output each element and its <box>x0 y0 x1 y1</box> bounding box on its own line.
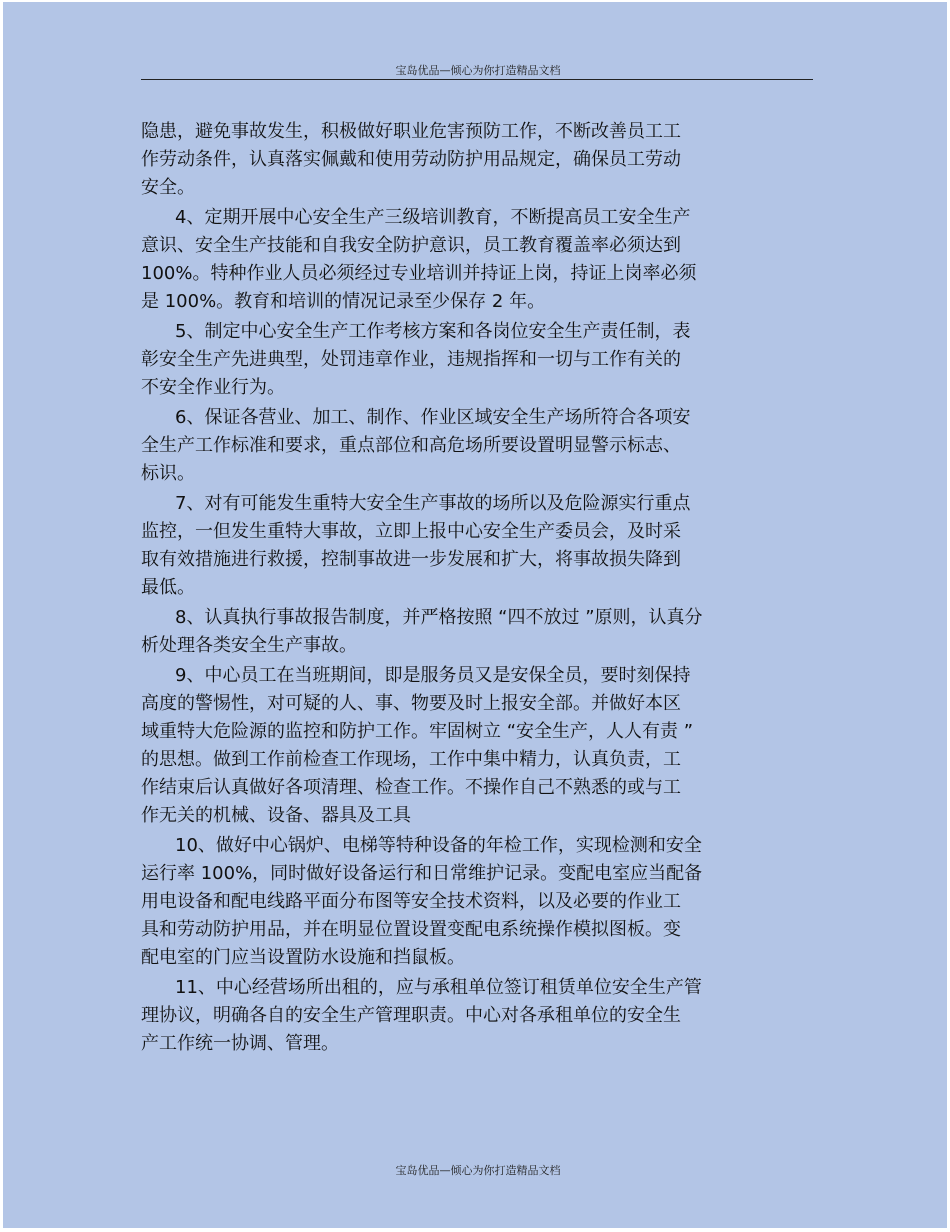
text-line: 理协议，明确各自的安全生产管理职责。中心对各承租单位的安全生 <box>141 1005 681 1026</box>
paragraph-item-9 <box>141 662 791 830</box>
text-line: 全生产工作标准和要求，重点部位和高危场所要设置明显警示标志、 <box>141 435 681 456</box>
text-line: 5、制定中心安全生产工作考核方案和各岗位安全生产责任制，表 <box>175 321 691 342</box>
text-line: 作结束后认真做好各项清理、检查工作。不操作自己不熟悉的或与工 <box>141 777 681 798</box>
text-line: 100%。特种作业人员必须经过专业培训并持证上岗，持证上岗率必须 <box>141 263 697 284</box>
text-line: 6、保证各营业、加工、制作、作业区域安全生产场所符合各项安 <box>175 407 691 428</box>
text-line: 具和劳动防护用品，并在明显位置设置变配电系统操作模拟图板。变 <box>141 919 681 940</box>
text-line: 彰安全生产先进典型，处罚违章作业，违规指挥和一切与工作有关的 <box>141 349 681 370</box>
text-line: 11、中心经营场所出租的，应与承租单位签订租赁单位安全生产管 <box>175 977 702 998</box>
page-footer: 宝岛优品—倾心为你打造精品文档 <box>395 1164 561 1177</box>
text-line: 析处理各类安全生产事故。 <box>141 635 357 656</box>
paragraph-continuation <box>141 118 791 202</box>
paragraph-item-5 <box>141 318 791 402</box>
text-line: 取有效措施进行救援，控制事故进一步发展和扩大，将事故损失降到 <box>141 549 681 570</box>
paragraph-item-11 <box>141 974 791 1058</box>
paragraph-item-8 <box>141 604 791 660</box>
page-header: 宝岛优品—倾心为你打造精品文档 <box>395 64 561 77</box>
paragraph-item-10 <box>141 832 791 972</box>
text-line: 用电设备和配电线路平面分布图等安全技术资料，以及必要的作业工 <box>141 891 681 912</box>
text-line: 配电室的门应当设置防水设施和挡鼠板。 <box>141 947 465 968</box>
text-line: 8、认真执行事故报告制度，并严格按照 “四不放过 ”原则，认真分 <box>175 607 703 628</box>
text-line: 作无关的机械、设备、器具及工具 <box>141 805 411 826</box>
document-body <box>141 118 791 1060</box>
text-line: 4、定期开展中心安全生产三级培训教育，不断提高员工安全生产 <box>175 207 691 228</box>
text-line: 安全。 <box>141 177 195 198</box>
text-line: 意识、安全生产技能和自我安全防护意识，员工教育覆盖率必须达到 <box>141 235 681 256</box>
paragraph-item-6 <box>141 404 791 488</box>
text-line: 标识。 <box>141 463 195 484</box>
text-line: 域重特大危险源的监控和防护工作。牢固树立 “安全生产，人人有责 ” <box>141 721 694 742</box>
header-divider <box>141 79 813 80</box>
text-line: 7、对有可能发生重特大安全生产事故的场所以及危险源实行重点 <box>175 493 691 514</box>
document-page <box>3 2 947 1228</box>
text-line: 的思想。做到工作前检查工作现场，工作中集中精力，认真负责，工 <box>141 749 681 770</box>
text-line: 最低。 <box>141 577 195 598</box>
text-line: 是 100%。教育和培训的情况记录至少保存 2 年。 <box>141 291 546 312</box>
paragraph-item-7 <box>141 490 791 602</box>
paragraph-item-4 <box>141 204 791 316</box>
text-line: 9、中心员工在当班期间，即是服务员又是安保全员，要时刻保持 <box>175 665 691 686</box>
text-line: 10、做好中心锅炉、电梯等特种设备的年检工作，实现检测和安全 <box>175 835 702 856</box>
text-line: 高度的警惕性，对可疑的人、事、物要及时上报安全部。并做好本区 <box>141 693 681 714</box>
text-line: 隐患，避免事故发生，积极做好职业危害预防工作，不断改善员工工 <box>141 121 681 142</box>
text-line: 产工作统一协调、管理。 <box>141 1033 339 1054</box>
text-line: 运行率 100%，同时做好设备运行和日常维护记录。变配电室应当配备 <box>141 863 703 884</box>
text-line: 不安全作业行为。 <box>141 377 285 398</box>
text-line: 监控，一但发生重特大事故，立即上报中心安全生产委员会，及时采 <box>141 521 681 542</box>
text-line: 作劳动条件，认真落实佩戴和使用劳动防护用品规定，确保员工劳动 <box>141 149 681 170</box>
